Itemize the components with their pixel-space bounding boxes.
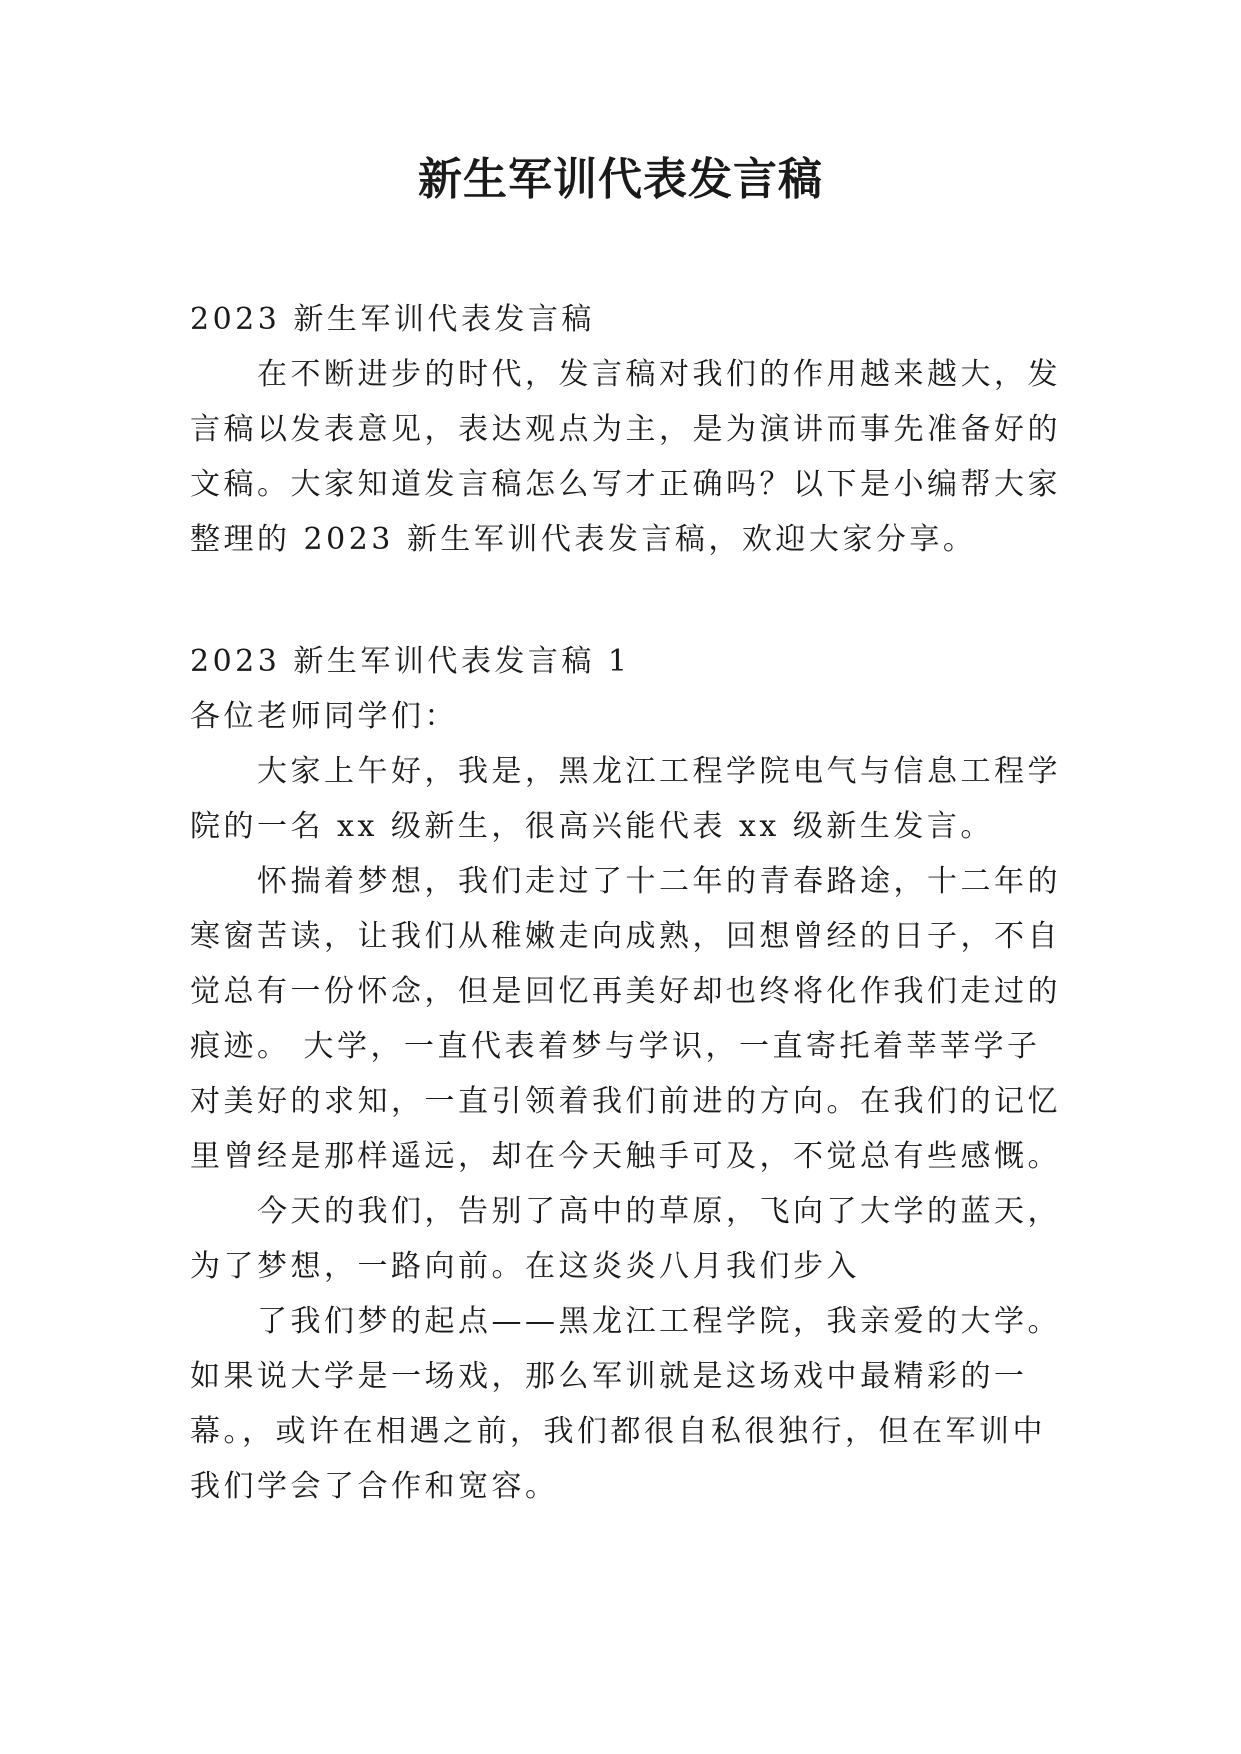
body-line: 我们学会了合作和宽容。: [190, 1469, 559, 1504]
body-line: 为了梦想，一路向前。在这炎炎八月我们步入: [190, 1249, 860, 1284]
intro-line: 整理的 2023 新生军训代表发言稿，欢迎大家分享。: [190, 522, 977, 557]
intro-line: 文稿。大家知道发言稿怎么写才正确吗？以下是小编帮大家: [190, 467, 1061, 502]
intro-line: 言稿以发表意见，表达观点为主，是为演讲而事先准备好的: [190, 412, 1061, 447]
salutation: 各位老师同学们：: [190, 699, 458, 734]
body-line: 里曾经是那样遥远，却在今天触手可及，不觉总有些感慨。: [190, 1139, 1061, 1174]
body-line: 怀揣着梦想，我们走过了十二年的青春路途，十二年的: [257, 864, 1061, 899]
body-line: 今天的我们，告别了高中的草原，飞向了大学的蓝天，: [257, 1194, 1061, 1229]
body-line: 痕迹。 大学，一直代表着梦与学识，一直寄托着莘莘学子: [190, 1029, 1041, 1064]
body-line: 了我们梦的起点——黑龙江工程学院，我亲爱的大学。: [257, 1304, 1061, 1339]
body-line: 幕。，或许在相遇之前，我们都很自私很独行，但在军训中: [190, 1414, 1046, 1449]
body-line: 寒窗苦读，让我们从稚嫩走向成熟，回想曾经的日子，不自: [190, 919, 1061, 954]
body-line: 觉总有一份怀念，但是回忆再美好却也终将化作我们走过的: [190, 974, 1061, 1009]
intro-line: 在不断进步的时代，发言稿对我们的作用越来越大，发: [257, 357, 1061, 392]
section-heading: 2023 新生军训代表发言稿 1: [190, 644, 631, 679]
body-line: 如果说大学是一场戏，那么军训就是这场戏中最精彩的一: [190, 1359, 1028, 1394]
subtitle: 2023 新生军训代表发言稿: [190, 302, 595, 337]
body-line: 对美好的求知，一直引领着我们前进的方向。在我们的记忆: [190, 1084, 1061, 1119]
body-line: 大家上午好，我是，黑龙江工程学院电气与信息工程学: [257, 754, 1061, 789]
body-line: 院的一名 xx 级新生，很高兴能代表 xx 级新生发言。: [190, 809, 994, 844]
document-title: 新生军训代表发言稿: [418, 154, 823, 205]
